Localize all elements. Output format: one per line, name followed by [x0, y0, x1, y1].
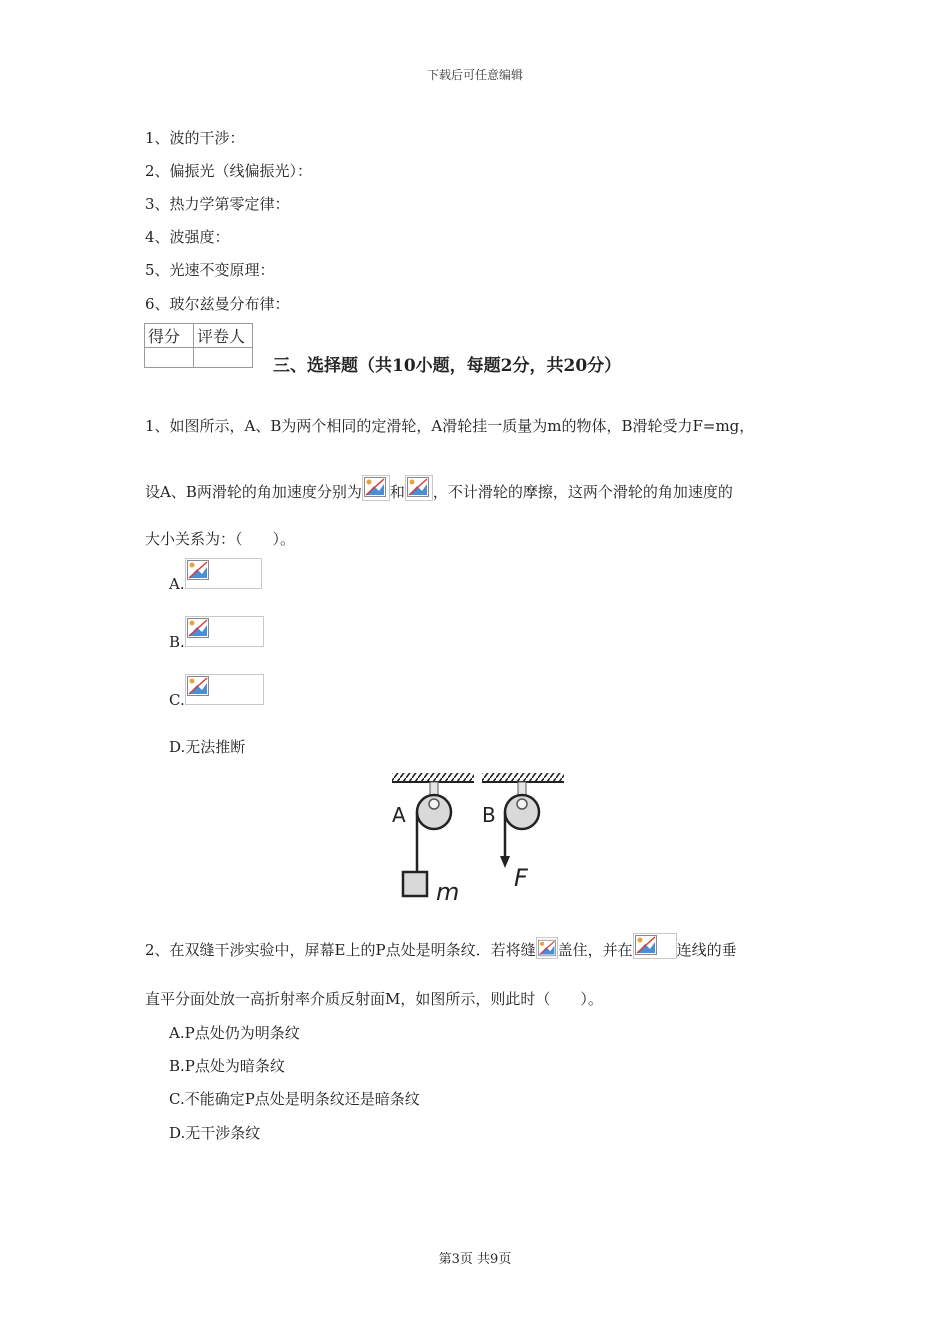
question-1-text-part: 设A、B两滑轮的角加速度分别为: [145, 483, 362, 501]
question-2-text-part: 盖住，并在: [557, 941, 633, 959]
question-1-text: 1、如图所示，A、B为两个相同的定滑轮，A滑轮挂一质量为m的物体，B滑轮受力F=mg，: [145, 417, 755, 435]
score-header: 得分: [145, 324, 194, 348]
option-c-image: [185, 674, 264, 705]
label-f: F: [514, 864, 528, 892]
definition-item: 4、波强度：: [145, 228, 230, 246]
question-1-text: 大小关系为：（ ）。: [145, 530, 296, 548]
definition-item: 2、偏振光（线偏振光）：: [145, 162, 313, 180]
broken-image-icon: [187, 618, 209, 638]
definition-item: 6、玻尔兹曼分布律：: [145, 295, 290, 313]
definition-item: 3、热力学第零定律：: [145, 195, 290, 213]
pulley-a-hub: [429, 799, 439, 809]
broken-image-icon: [187, 560, 209, 580]
question-2-text-part: 连线的垂: [676, 941, 737, 959]
broken-image-icon: [536, 937, 558, 959]
option-c-label: C.不能确定P点处是明条纹还是暗条纹: [169, 1090, 420, 1108]
ceiling-b: [482, 773, 564, 781]
option-b-label: B.: [169, 633, 185, 651]
label-b: B: [482, 803, 496, 827]
broken-image-icon: [362, 475, 390, 501]
option-d-label: D.无法推断: [169, 738, 246, 756]
score-cell[interactable]: [145, 348, 194, 368]
question-1-text-part: ，不计滑轮的摩擦，这两个滑轮的角加速度的: [432, 483, 733, 501]
section-title: 三、选择题（共10小题，每题2分，共20分）: [273, 356, 622, 376]
broken-image-icon: [187, 676, 209, 696]
page-header: 下载后可任意编辑: [426, 68, 523, 82]
page-footer: 第3页 共9页: [438, 1252, 512, 1267]
grader-cell[interactable]: [194, 348, 253, 368]
question-1-text: [145, 475, 733, 502]
definition-item: 5、光速不变原理：: [145, 261, 275, 279]
broken-image-icon: [633, 933, 677, 959]
ceiling-a: [392, 773, 474, 781]
option-a-label: A.P点处仍为明条纹: [169, 1024, 300, 1042]
broken-image-icon: [405, 475, 433, 501]
option-d-label: D.无干涉条纹: [169, 1124, 261, 1142]
option-b-image: [185, 616, 264, 647]
question-2-text: 直平分面处放一高折射率介质反射面M，如图所示，则此时（ ）。: [145, 990, 603, 1008]
label-a: A: [392, 803, 406, 827]
question-1-text-part: 和: [389, 483, 405, 501]
grader-header: 评卷人: [194, 324, 253, 348]
question-2-text-part: 2、在双缝干涉实验中，屏幕E上的P点处是明条纹．若将缝: [145, 941, 536, 959]
option-a-image: [185, 558, 262, 589]
score-table: [144, 323, 253, 368]
question-2-text: [145, 933, 737, 960]
pulley-diagram: [388, 770, 568, 906]
option-c-label: C.: [169, 691, 185, 709]
definition-item: 1、波的干涉：: [145, 129, 245, 147]
option-b-label: B.P点处为暗条纹: [169, 1057, 285, 1075]
force-arrow: [500, 856, 510, 868]
pulley-b-hub: [517, 799, 527, 809]
mass-block: [403, 872, 427, 896]
option-a-label: A.: [169, 575, 185, 593]
label-m: m: [436, 878, 460, 906]
